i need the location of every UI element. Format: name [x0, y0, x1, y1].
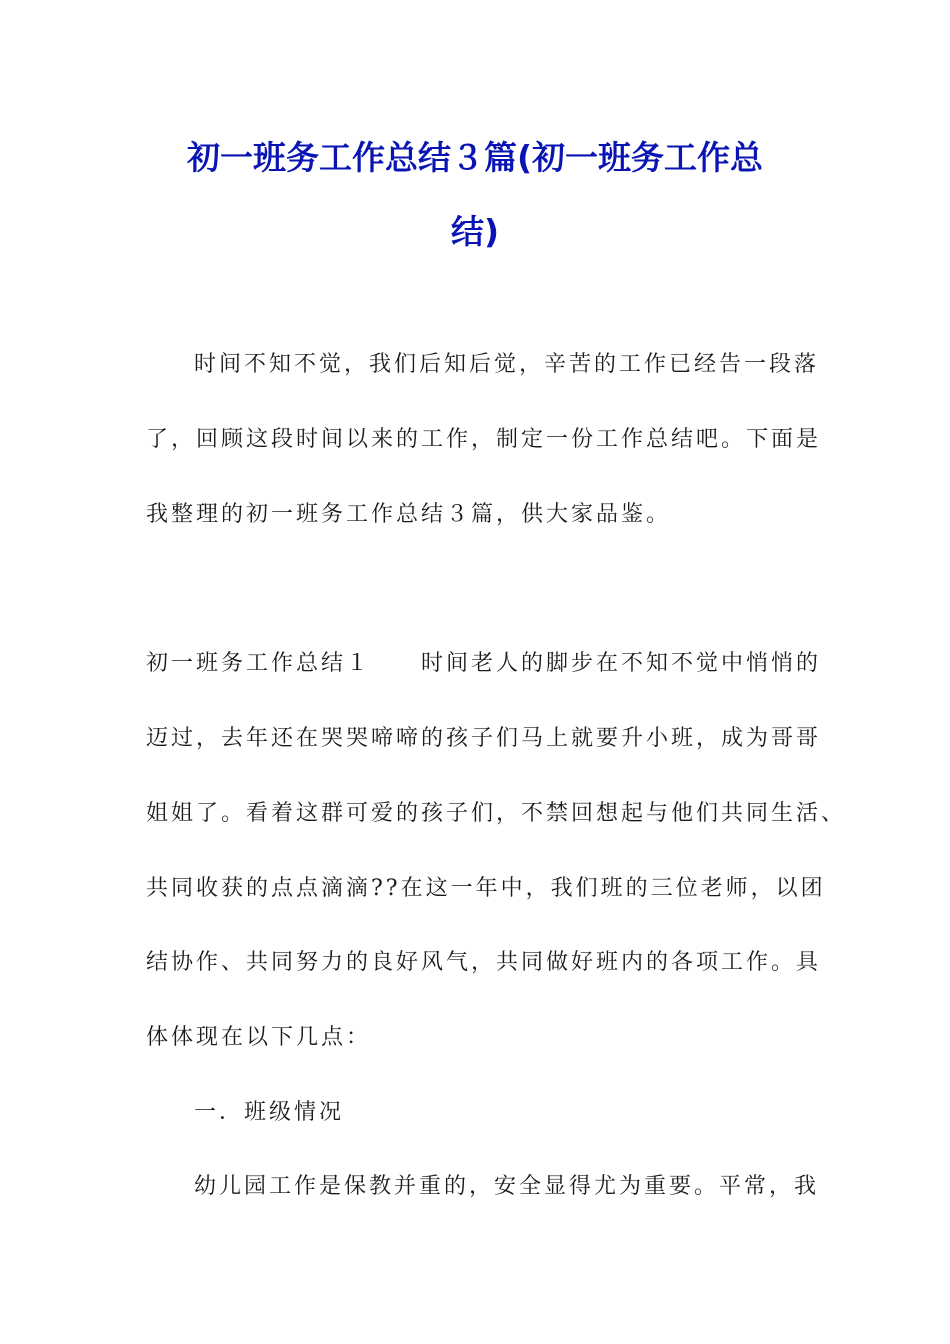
paragraph-2-line-1: 幼儿园工作是保教并重的，安全显得尤为重要。平常，我	[194, 1174, 820, 1199]
section1-line-3: 姐姐了。看着这群可爱的孩子们，不禁回想起与他们共同生活、	[146, 801, 847, 826]
section1-line-6: 体体现在以下几点：	[146, 1025, 372, 1050]
intro-line-2: 了，回顾这段时间以来的工作，制定一份工作总结吧。下面是	[146, 427, 822, 452]
section1-line-1: 初一班务工作总结１ 时间老人的脚步在不知不觉中悄悄的	[146, 651, 822, 676]
section-heading-class-situation: 一．班级情况	[194, 1100, 345, 1125]
section1-line-2: 迈过，去年还在哭哭啼啼的孩子们马上就要升小班，成为哥哥	[146, 726, 822, 751]
intro-line-1: 时间不知不觉，我们后知后觉，辛苦的工作已经告一段落	[194, 352, 820, 377]
document-title-line-2: 结)	[450, 212, 500, 251]
intro-line-3: 我整理的初一班务工作总结３篇，供大家品鉴。	[146, 502, 672, 527]
document-title-line-1: 初一班务工作总结３篇(初一班务工作总	[186, 138, 764, 177]
section1-line-5: 结协作、共同努力的良好风气，共同做好班内的各项工作。具	[146, 950, 822, 975]
section1-line-4: 共同收获的点点滴滴??在这一年中，我们班的三位老师，以团	[146, 876, 826, 901]
